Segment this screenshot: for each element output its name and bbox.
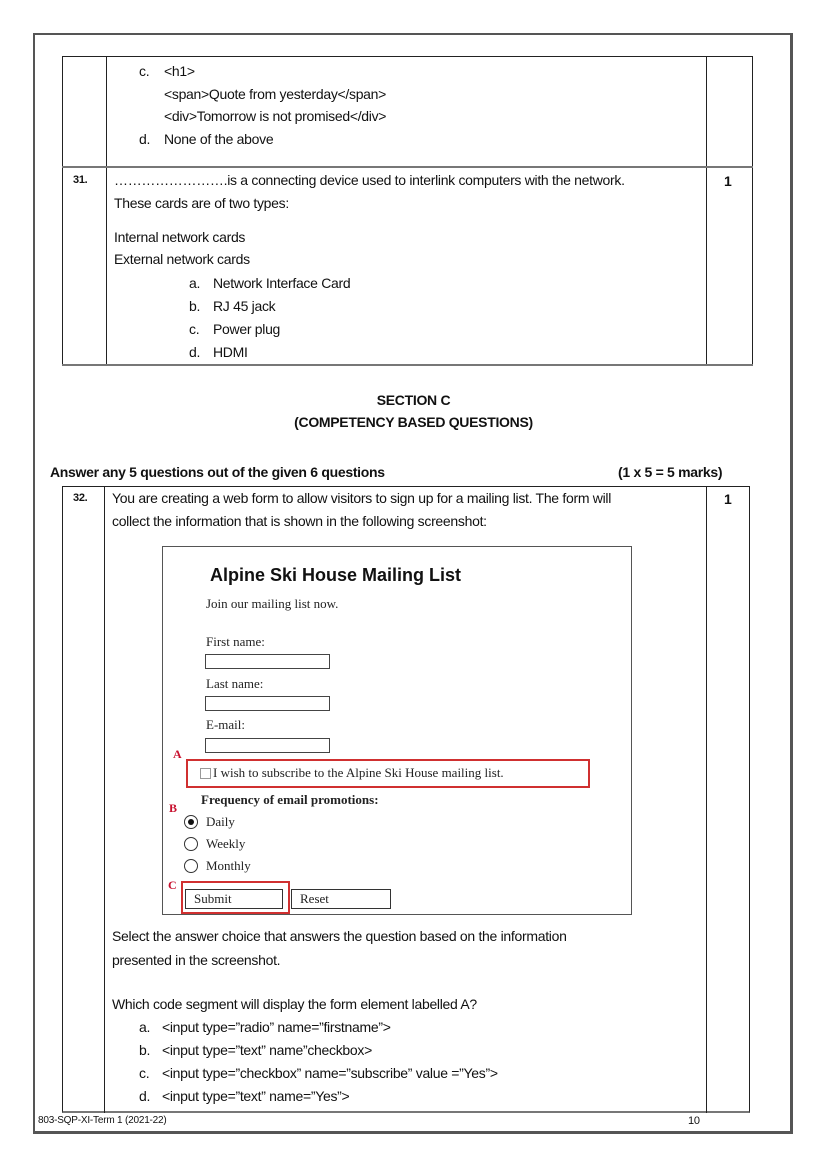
form-title: Alpine Ski House Mailing List: [210, 565, 462, 585]
first-name-input[interactable]: [205, 654, 330, 669]
form-screenshot: [162, 546, 632, 915]
annotation-label-a: A: [173, 747, 182, 761]
footer-page-number: 10: [688, 1115, 700, 1127]
subscribe-checkbox[interactable]: [200, 768, 211, 779]
option-letter: c.: [189, 321, 200, 337]
radio-monthly[interactable]: [184, 859, 198, 873]
instruction-line: presented in the screenshot.: [112, 952, 281, 968]
radio-weekly-label: Weekly: [206, 836, 246, 851]
question-text: Which code segment will display the form element labelled A?: [112, 996, 477, 1012]
annotation-label-c: C: [168, 878, 177, 892]
question-stem: You are creating a web form to allow visitors to sign up for a mailing list. The form will: [112, 490, 612, 506]
section-marks-scheme: (1 x 5 = 5 marks): [618, 464, 723, 480]
last-name-label: Last name:: [206, 676, 264, 691]
question-stem-line2: collect the information that is shown in the following screenshot:: [112, 513, 487, 529]
question-stem-line2: These cards are of two types:: [114, 195, 289, 211]
question-marks: 1: [724, 173, 732, 189]
form-intro: Join our mailing list now.: [206, 596, 339, 611]
option-text: <input type=”text” name=”Yes”>: [162, 1088, 350, 1104]
reset-button[interactable]: Reset: [291, 889, 391, 909]
option-text: None of the above: [164, 131, 274, 147]
first-name-label: First name:: [206, 634, 265, 649]
option-letter: d.: [189, 344, 201, 360]
section-subtitle: (COMPETENCY BASED QUESTIONS): [294, 414, 533, 430]
card-type: External network cards: [114, 251, 250, 267]
option-text: <input type=”radio” name=”firstname”>: [162, 1019, 391, 1035]
section-instruction: Answer any 5 questions out of the given 6 questions: [50, 464, 385, 480]
code-line: <span>Quote from yesterday</span>: [164, 86, 387, 102]
section-heading: [0, 392, 827, 430]
subscribe-label: I wish to subscribe to the Alpine Ski House mailing list.: [213, 765, 504, 780]
option-text: RJ 45 jack: [213, 298, 276, 314]
option-letter: b.: [189, 298, 201, 314]
submit-button[interactable]: Submit: [185, 889, 283, 909]
card-type: Internal network cards: [114, 229, 246, 245]
footer-doc-code: 803-SQP-XI-Term 1 (2021-22): [38, 1115, 167, 1126]
section-title: SECTION C: [376, 392, 451, 408]
question-number: 31.: [73, 174, 88, 186]
email-label: E-mail:: [206, 717, 245, 732]
option-letter: c.: [139, 1065, 150, 1081]
radio-monthly-label: Monthly: [206, 858, 251, 873]
code-line: <h1>: [164, 63, 195, 79]
option-letter: c.: [139, 63, 150, 79]
last-name-input[interactable]: [205, 696, 330, 711]
question-number: 32.: [73, 492, 88, 504]
annotation-label-b: B: [169, 801, 178, 815]
option-letter: a.: [139, 1019, 151, 1035]
option-letter: a.: [189, 275, 201, 291]
option-text: Network Interface Card: [213, 275, 351, 291]
email-input[interactable]: [205, 738, 330, 753]
option-letter: d.: [139, 131, 151, 147]
option-text: HDMI: [213, 344, 248, 360]
code-line: <div>Tomorrow is not promised</div>: [164, 108, 387, 124]
question-stem: …………………….is a connecting device used to interlink computers with the network.: [114, 172, 625, 188]
option-text: Power plug: [213, 321, 281, 337]
radio-daily[interactable]: [184, 815, 198, 829]
option-letter: d.: [139, 1088, 151, 1104]
frequency-label: Frequency of email promotions:: [201, 792, 379, 807]
radio-daily-label: Daily: [206, 814, 235, 829]
instruction-line: Select the answer choice that answers the question based on the information: [112, 928, 567, 944]
option-text: <input type=”text” name”checkbox>: [162, 1042, 372, 1058]
option-letter: b.: [139, 1042, 151, 1058]
radio-weekly[interactable]: [184, 837, 198, 851]
question-marks: 1: [724, 491, 732, 507]
option-text: <input type=”checkbox” name=”subscribe” value =”Yes”>: [162, 1065, 498, 1081]
